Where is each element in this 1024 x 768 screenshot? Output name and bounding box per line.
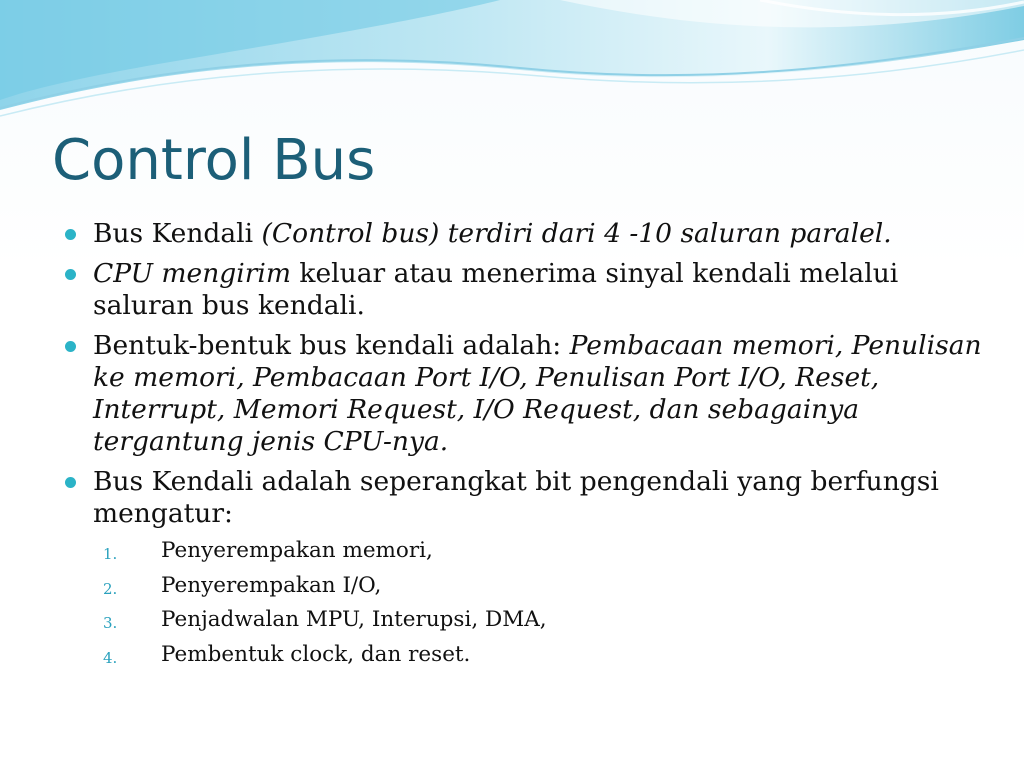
list-item-text: Pembentuk clock, dan reset. — [161, 641, 471, 667]
numbered-list — [62, 536, 982, 674]
numbered-list-item — [62, 640, 982, 675]
bullet-text-italic: CPU mengirim — [93, 258, 291, 289]
slide-title: Control Bus — [52, 128, 376, 193]
bullet-text: Bentuk-bentuk bus kendali adalah: — [93, 330, 570, 361]
numbered-list-item — [62, 605, 982, 640]
bullet-item — [62, 330, 982, 458]
list-number: 3. — [103, 614, 118, 632]
bullet-text: Bus Kendali — [93, 218, 262, 249]
slide-content — [62, 218, 982, 674]
numbered-list-item — [62, 571, 982, 606]
bullet-text-italic: Pembacaan memori, Penulisan ke memori, Pembacaan Port I/O, Penulisan Port I/O, Reset, Interrupt, Memori Request, I/O Request, dan sebagainya tergantung jenis CPU-nya. — [93, 330, 982, 457]
list-item-text: Penyerempakan memori, — [161, 538, 433, 563]
bullet-item — [62, 258, 982, 322]
list-number: 1. — [103, 545, 118, 563]
list-item-text: Penjadwalan MPU, Interupsi, DMA, — [161, 607, 547, 632]
numbered-list-item — [62, 536, 982, 571]
header-wave-decoration — [0, 0, 1024, 130]
list-number: 4. — [103, 648, 118, 667]
bullet-item — [62, 466, 982, 530]
bullet-text: keluar atau menerima sinyal kendali melalui saluran bus kendali. — [93, 258, 899, 321]
list-item-text: Penyerempakan I/O, — [161, 572, 382, 598]
bullet-text: Bus Kendali adalah seperangkat bit pengendali yang berfungsi mengatur: — [93, 466, 939, 529]
bullet-text-italic: (Control bus) terdiri dari 4 -10 saluran paralel. — [261, 218, 892, 249]
list-number: 2. — [103, 579, 118, 598]
bullet-item — [62, 218, 982, 250]
